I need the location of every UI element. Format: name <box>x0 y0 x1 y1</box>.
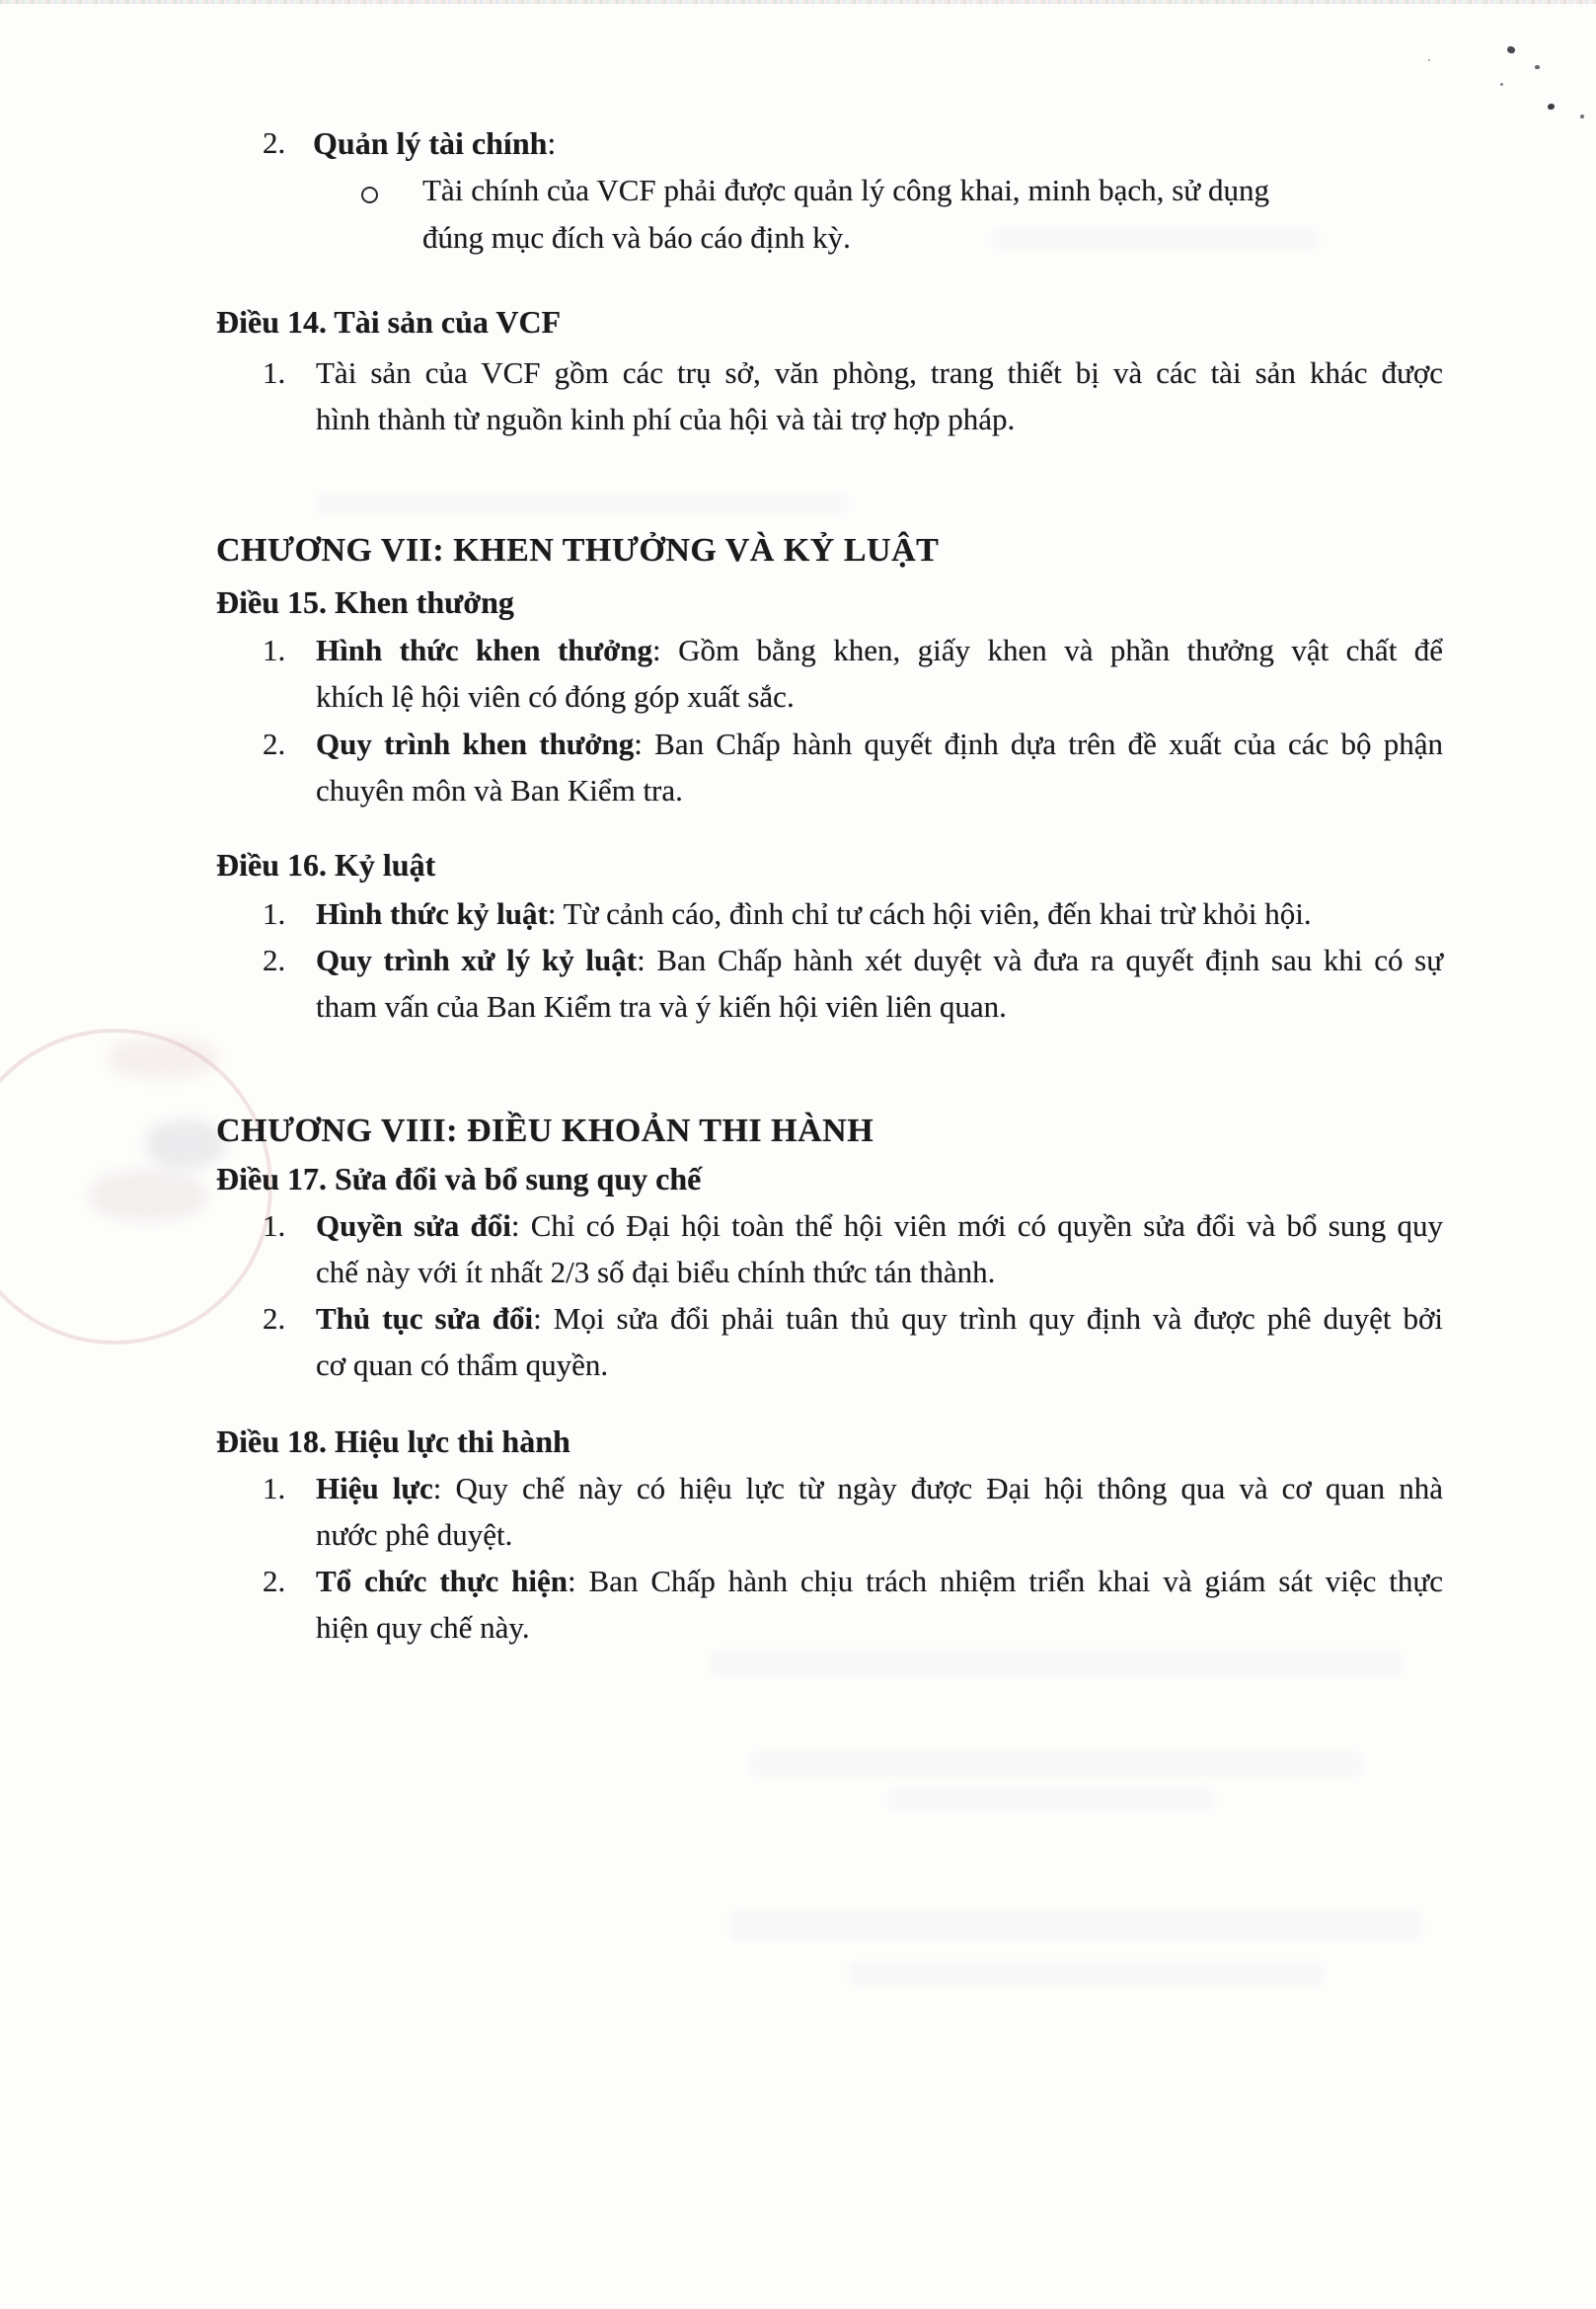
paragraph-line <box>316 1563 1443 1601</box>
paragraph-line: tham vấn của Ban Kiểm tra và ý kiến hội viên liên quan. <box>316 989 1007 1024</box>
bold-label: Tổ chức thực hiện <box>316 1564 569 1598</box>
list-number: 2. <box>263 943 286 977</box>
bold-label: Hình thức khen thưởng <box>316 633 653 667</box>
list-item-title <box>313 123 556 163</box>
article-heading: Điều 14. Tài sản của VCF <box>216 304 562 340</box>
line-text: : Chỉ có Đại hội toàn thể hội viên mới có quyền sửa đổi và bổ sung quy <box>510 1208 1444 1243</box>
list-number: 1. <box>263 1471 286 1505</box>
list-number: 2. <box>263 1564 286 1598</box>
paragraph-line: chuyên môn và Ban Kiểm tra. <box>316 773 683 808</box>
ghost-text <box>750 1752 1362 1776</box>
article-heading: Điều 17. Sửa đổi và bổ sung quy chế <box>216 1161 702 1196</box>
paragraph-line: đúng mục đích và báo cáo định kỳ. <box>422 220 851 255</box>
paragraph-line: cơ quan có thẩm quyền. <box>316 1347 609 1382</box>
line-text: : Ban Chấp hành quyết định dựa trên đề xuất của các bộ phận <box>634 727 1443 761</box>
ghost-text <box>888 1789 1214 1810</box>
line-text: : Mọi sửa đổi phải tuân thủ quy trình quy định và được phê duyệt bởi <box>533 1301 1443 1336</box>
paragraph-line <box>316 1470 1443 1508</box>
bold-label: Quy trình xử lý kỷ luật <box>316 943 638 977</box>
ghost-text <box>849 1963 1323 1986</box>
paragraph-line: Tài chính của VCF phải được quản lý công khai, minh bạch, sử dụng <box>422 173 1269 207</box>
paragraph-line <box>316 1207 1443 1246</box>
line-text: : Ban Chấp hành chịu trách nhiệm triển khai và giám sát việc thực <box>568 1564 1443 1598</box>
list-number: 2. <box>263 1301 286 1336</box>
bold-label: Quản lý tài chính <box>313 125 548 161</box>
scan-speck <box>1500 83 1503 86</box>
list-number: 2. <box>263 727 286 761</box>
paragraph-line: Tài sản của VCF gồm các trụ sở, văn phòng, trang thiết bị và các tài sản khác được <box>316 355 1443 390</box>
bold-label: Quyền sửa đổi <box>316 1208 511 1243</box>
scan-speck <box>1580 115 1584 118</box>
ghost-text <box>730 1910 1421 1940</box>
ghost-text <box>711 1651 1402 1676</box>
paragraph-line <box>316 942 1443 980</box>
paragraph-line <box>316 726 1443 764</box>
bold-label: Thủ tục sửa đổi <box>316 1301 534 1336</box>
list-number: 1. <box>263 633 286 667</box>
line-text: : Ban Chấp hành xét duyệt và đưa ra quyết định sau khi có sự <box>637 943 1443 977</box>
ghost-text <box>316 494 849 513</box>
paragraph-line: nước phê duyệt. <box>316 1517 513 1552</box>
paragraph-line <box>316 895 1443 934</box>
chapter-heading: CHƯƠNG VII: KHEN THƯỞNG VÀ KỶ LUẬT <box>216 532 940 569</box>
stamp-smudge <box>89 1170 207 1221</box>
ghost-text <box>992 229 1318 249</box>
stamp-smudge <box>109 1039 217 1078</box>
chapter-heading: CHƯƠNG VIII: ĐIỀU KHOẢN THI HÀNH <box>216 1113 874 1149</box>
line-text: : Từ cảnh cáo, đình chỉ tư cách hội viên, đến khai trừ khỏi hội. <box>547 896 1312 931</box>
list-number: 2. <box>263 125 286 160</box>
paragraph-line <box>316 1300 1443 1339</box>
article-heading: Điều 18. Hiệu lực thi hành <box>216 1424 570 1459</box>
scan-speck <box>1547 103 1555 111</box>
list-number: 1. <box>263 1208 286 1243</box>
bold-label: Hiệu lực <box>316 1471 433 1505</box>
list-number: 1. <box>263 355 286 390</box>
scan-speck <box>1535 65 1540 69</box>
scan-edge-artifact <box>0 0 1596 4</box>
bold-label: Quy trình khen thưởng <box>316 727 635 761</box>
article-heading: Điều 15. Khen thưởng <box>216 584 514 620</box>
line-text: : Quy chế này có hiệu lực từ ngày được Đại hội thông qua và cơ quan nhà <box>432 1471 1443 1505</box>
list-number: 1. <box>263 896 286 931</box>
scan-speck <box>1506 45 1516 54</box>
scan-speck <box>1428 59 1430 61</box>
paragraph-line: chế này với ít nhất 2/3 số đại biểu chính thức tán thành. <box>316 1255 996 1289</box>
paragraph-line: khích lệ hội viên có đóng góp xuất sắc. <box>316 679 795 714</box>
circle-bullet-icon <box>361 187 378 203</box>
article-heading: Điều 16. Kỷ luật <box>216 847 436 883</box>
paragraph-line: hình thành từ nguồn kinh phí của hội và tài trợ hợp pháp. <box>316 402 1016 436</box>
line-text: : Gồm bằng khen, giấy khen và phần thưởng vật chất để <box>652 633 1444 667</box>
bold-label: Hình thức kỷ luật <box>316 896 548 931</box>
paragraph-line: hiện quy chế này. <box>316 1610 530 1645</box>
stamp-smudge <box>146 1120 225 1168</box>
label-colon: : <box>547 125 557 161</box>
paragraph-line <box>316 632 1443 670</box>
